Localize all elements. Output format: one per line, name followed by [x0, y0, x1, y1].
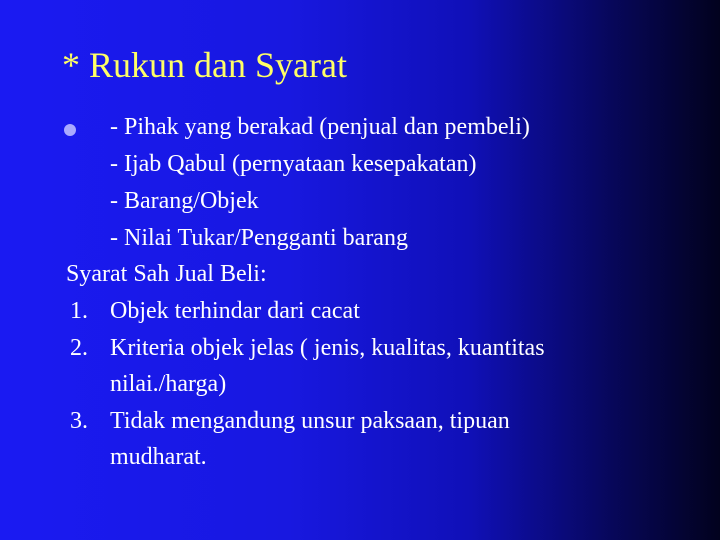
slide-title: * Rukun dan Syarat: [62, 45, 347, 85]
rukun-item: - Barang/Objek: [110, 188, 259, 214]
list-item: Kriteria objek jelas ( jenis, kualitas, kuantitas: [110, 335, 545, 361]
list-number: 3.: [70, 408, 88, 434]
list-item: Tidak mengandung unsur paksaan, tipuan: [110, 408, 510, 434]
list-number: 2.: [70, 335, 88, 361]
list-number: 1.: [70, 298, 88, 324]
syarat-heading: Syarat Sah Jual Beli:: [66, 261, 267, 287]
list-item-continuation: mudharat.: [110, 444, 207, 470]
rukun-item: - Nilai Tukar/Pengganti barang: [110, 225, 408, 251]
list-item: Objek terhindar dari cacat: [110, 298, 360, 324]
rukun-item: - Ijab Qabul (pernyataan kesepakatan): [110, 151, 477, 177]
rukun-item: - Pihak yang berakad (penjual dan pembeli): [110, 114, 530, 140]
list-item-continuation: nilai./harga): [110, 371, 227, 397]
bullet-icon: [64, 124, 76, 136]
